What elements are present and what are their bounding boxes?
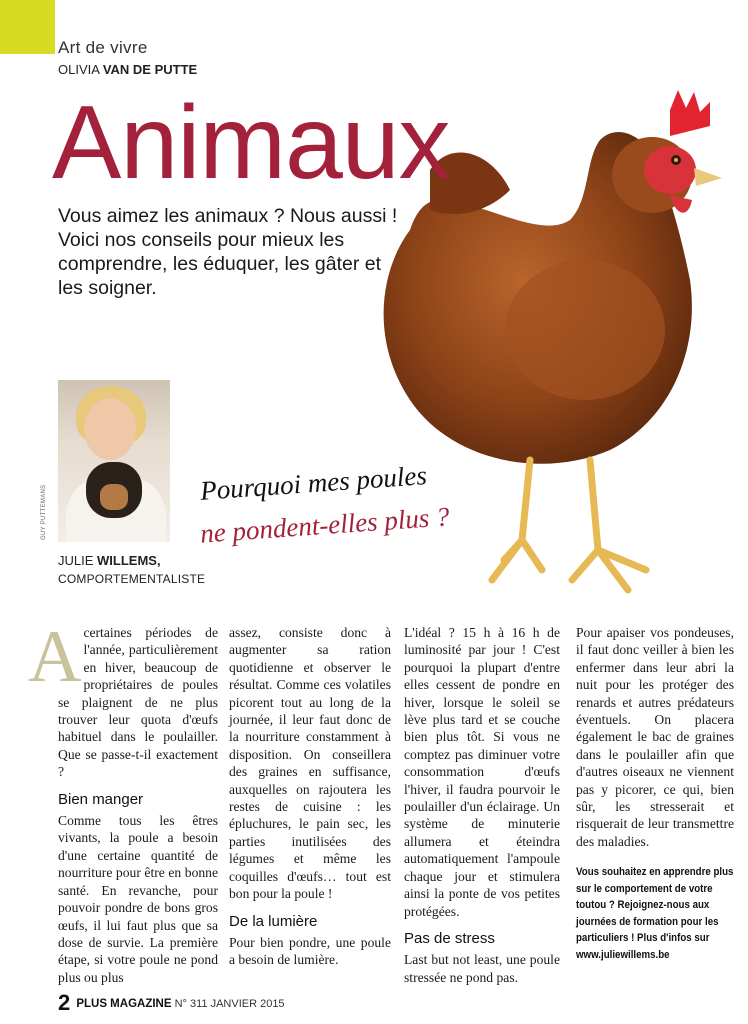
- article-column-1: [28, 616, 218, 986]
- question-line-2: ne pondent-elles plus ?: [199, 501, 451, 549]
- author-photo: [58, 380, 170, 542]
- article-column-3: [404, 624, 560, 986]
- caption-last-name: WILLEMS,: [97, 553, 161, 568]
- page-number: 2: [58, 990, 71, 1015]
- paragraph-6: Last but not least, une poule stressée ne pond pas.: [404, 952, 560, 985]
- article-column-4: [576, 624, 734, 963]
- paragraph-7: Pour apaiser vos pondeuses, il faut donc veiller à bien les enfermer dans leur abri la nuit pour les protéger des renards et autres prédateurs éventuels. On placera également le bac de graines dans le poulailler afin que d'autres oiseaux ne viennent pas y picorer, ce qui, bien sûr, les stresserait et risquerait de leur transmettre des maladies.: [576, 625, 734, 849]
- paragraph-3: assez, consiste donc à augmenter sa ration quotidienne et observer le résultat. Comme ces volatiles picorent tout au long de la journée, il leur faut donc de la nourriture constamment à disposition. On conseillera des graines en suffisance, auxquelles on rajoutera les restes de cuisine : les épluchures, le pain sec, les parties inutilisées des légumes et même les coquilles d'œufs… tout est bon pour la poule !: [229, 625, 391, 902]
- subheading-de-la-lumiere: De la lumière: [229, 912, 318, 930]
- author-first-name: OLIVIA: [58, 62, 100, 77]
- paragraph-4: Pour bien pondre, une poule a besoin de lumière.: [229, 934, 391, 968]
- author-byline: [58, 62, 197, 77]
- photo-face: [84, 398, 136, 460]
- intro-text: Vous aimez les animaux ? Nous aussi ! Voici nos conseils pour mieux les comprendre, les éduquer, les gâter et les soigner.: [58, 205, 398, 299]
- issue-info: N° 311 JANVIER 2015: [174, 998, 285, 1010]
- article-column-2: [229, 624, 391, 969]
- photo-credit: GUY PUTTEMANS: [41, 484, 47, 540]
- photo-dog-face: [100, 484, 128, 510]
- photo-caption-name: [58, 553, 161, 568]
- caption-first-name: JULIE: [58, 553, 94, 568]
- paragraph-1: certaines périodes de l'année, particulièrement en hiver, beaucoup de propriétaires de poules se plaignent de ne plus trouver leur quota d'œufs habituel dans le poulailler. Que se passe-t-il exactement ?: [58, 625, 218, 780]
- paragraph-5: L'idéal ? 15 h à 16 h de luminosité par jour ! C'est pourquoi la plupart d'entre elles cessent de pondre en hiver, lorsque le soleil se lève plus tard et se couche bien plus tôt. Si vous ne comptez pas diminuer votre consommation d'œufs l'hiver, il faudra pourvoir le poulailler d'un éclairage. Un système de minuterie allumera et éteindra automatiquement l'ampoule chaque jour et stimulera ainsi la ponte de vos petites protégées.: [404, 625, 560, 919]
- question-line-1: Pourquoi mes poules: [199, 460, 428, 506]
- photo-caption-role: COMPORTEMENTALISTE: [58, 572, 206, 586]
- page-title: Animaux: [52, 85, 450, 201]
- intro-paragraph: [28, 616, 218, 781]
- drop-cap: A: [28, 616, 82, 698]
- subheading-bien-manger: Bien manger: [58, 790, 144, 808]
- page-footer: [58, 990, 285, 1016]
- magazine-name: PLUS MAGAZINE: [76, 998, 172, 1010]
- section-label: Art de vivre: [58, 38, 148, 57]
- paragraph-2: Comme tous les êtres vivants, la poule a besoin d'une certaine quantité de nourriture pour être en bonne santé. En revanche, pour pouvoir pondre de bons gros œufs, il lui faut plus que sa dose de survie. La première étape, si votre poule ne pond plus ou plus: [58, 813, 218, 985]
- promo-box: Vous souhaitez en apprendre plus sur le comportement de votre toutou ? Rejoignez-nous aux journées de formation pour les particuliers ! Plus d'infos sur www.juliewillems.be: [576, 866, 734, 961]
- subheading-pas-de-stress: Pas de stress: [404, 929, 495, 947]
- corner-accent-block: [0, 0, 55, 54]
- author-last-name: VAN DE PUTTE: [102, 62, 198, 77]
